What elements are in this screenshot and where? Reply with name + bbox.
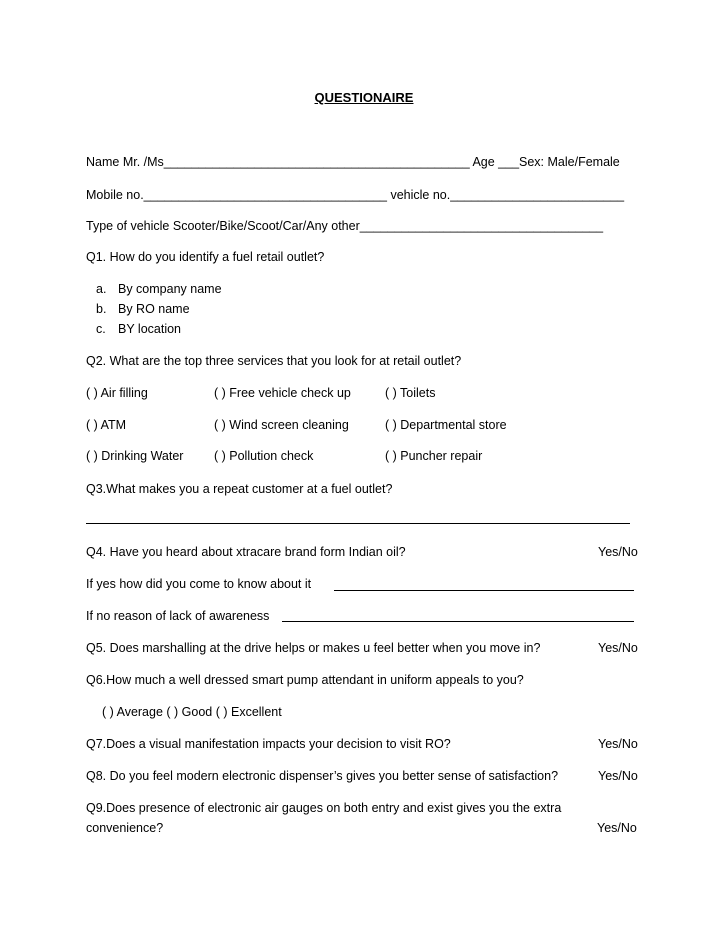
question-9-line-1: Q9.Does presence of electronic air gauges on both entry and exist gives you the extra	[86, 801, 562, 815]
q9-yes-no: Yes/No	[597, 821, 637, 835]
q4-followup-no: If no reason of lack of awareness	[86, 609, 270, 623]
q2-option-wind-screen: ( ) Wind screen cleaning	[214, 418, 349, 432]
question-7: Q7.Does a visual manifestation impacts your decision to visit RO?	[86, 737, 451, 751]
q1-option-a: a. By company name	[96, 282, 222, 296]
q2-option-toilets: ( ) Toilets	[385, 386, 436, 400]
q4-followup-yes: If yes how did you come to know about it	[86, 577, 312, 591]
question-9-line-2: convenience?	[86, 821, 164, 835]
q4-followup-yes-line	[334, 590, 634, 591]
q2-option-free-vehicle-check: ( ) Free vehicle check up	[214, 386, 351, 400]
q2-option-pollution-check: ( ) Pollution check	[214, 449, 314, 463]
q7-yes-no: Yes/No	[598, 737, 638, 751]
question-2: Q2. What are the top three services that you look for at retail outlet?	[86, 354, 462, 368]
vehicle-type-line: Type of vehicle Scooter/Bike/Scoot/Car/Any other___________________________________	[86, 219, 604, 233]
question-4: Q4. Have you heard about xtracare brand form Indian oil?	[86, 545, 406, 559]
name-age-sex-line: Name Mr. /Ms____________________________________________ Age ___Sex: Male/Female	[86, 155, 620, 169]
question-8: Q8. Do you feel modern electronic dispenser’s gives you better sense of satisfaction?	[86, 769, 559, 783]
mobile-vehicle-line: Mobile no.___________________________________ vehicle no._________________________	[86, 188, 625, 202]
q2-option-air-filling: ( ) Air filling	[86, 386, 148, 400]
question-6: Q6.How much a well dressed smart pump attendant in uniform appeals to you?	[86, 673, 524, 687]
q4-followup-no-line	[282, 621, 634, 622]
q4-yes-no: Yes/No	[598, 545, 638, 559]
q5-yes-no: Yes/No	[598, 641, 638, 655]
question-1: Q1. How do you identify a fuel retail outlet?	[86, 250, 325, 264]
q2-option-atm: ( ) ATM	[86, 418, 127, 432]
q6-options: ( ) Average ( ) Good ( ) Excellent	[102, 705, 282, 719]
q3-answer-line	[86, 523, 630, 524]
q1-option-c: c. BY location	[96, 322, 182, 336]
page-title: QUESTIONAIRE	[314, 90, 414, 105]
q8-yes-no: Yes/No	[598, 769, 638, 783]
q2-option-puncher-repair: ( ) Puncher repair	[385, 449, 483, 463]
question-5: Q5. Does marshalling at the drive helps or makes u feel better when you move in?	[86, 641, 541, 655]
q2-option-departmental-store: ( ) Departmental store	[385, 418, 507, 432]
q1-option-b: b. By RO name	[96, 302, 190, 316]
question-3: Q3.What makes you a repeat customer at a fuel outlet?	[86, 482, 393, 496]
q2-option-drinking-water: ( ) Drinking Water	[86, 449, 184, 463]
